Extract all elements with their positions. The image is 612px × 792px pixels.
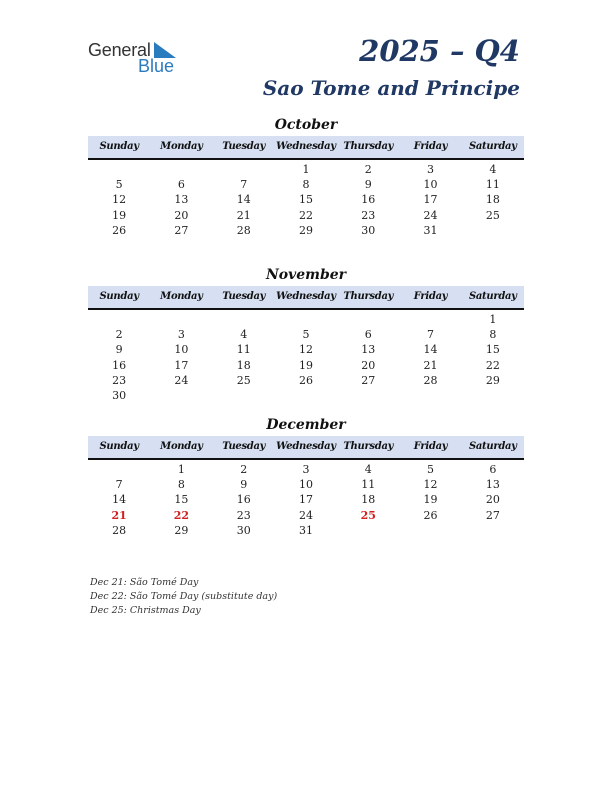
day-cell: 2	[364, 163, 372, 176]
empty-day-cell	[337, 388, 399, 403]
day-cell: 12	[112, 193, 127, 207]
day-cell: 21	[111, 508, 127, 522]
month-october	[88, 116, 524, 238]
day-cell: 7	[427, 328, 435, 342]
empty-day-cell	[275, 388, 337, 403]
day-cell: 11	[485, 178, 500, 192]
day-cell: 14	[236, 193, 251, 207]
weekday-label: Wednesday	[276, 291, 336, 302]
weekday-label: Thursday	[343, 441, 394, 452]
day-cell: 28	[236, 223, 251, 237]
day-cell: 16	[361, 193, 376, 207]
logo-word-general: General	[88, 40, 151, 60]
weekday-label: Saturday	[468, 291, 517, 302]
day-cell: 7	[115, 478, 123, 492]
day-cell: 28	[112, 523, 127, 537]
weekday-label: Friday	[413, 441, 448, 452]
day-cell: 30	[112, 388, 127, 402]
empty-day-cell	[462, 523, 524, 538]
empty-day-cell	[88, 162, 150, 177]
weekday-header	[88, 286, 524, 310]
week-row	[88, 388, 524, 403]
empty-day-cell	[462, 388, 524, 403]
day-cell: 20	[361, 358, 376, 372]
weekday-label: Monday	[160, 141, 203, 152]
empty-day-cell	[150, 162, 212, 177]
day-cell: 24	[174, 373, 189, 387]
day-cell: 18	[361, 493, 376, 507]
day-cell: 2	[240, 463, 248, 476]
weekday-label: Wednesday	[276, 141, 336, 152]
day-cell: 13	[174, 193, 189, 207]
week-row	[88, 373, 524, 388]
day-cell: 9	[240, 478, 248, 492]
day-cell: 29	[298, 223, 313, 237]
weekday-header	[88, 136, 524, 160]
weekday-label: Thursday	[343, 291, 394, 302]
day-cell: 9	[364, 178, 372, 192]
day-cell: 7	[240, 178, 248, 192]
day-cell: 6	[489, 463, 497, 476]
week-row	[88, 177, 524, 192]
weekday-label: Tuesday	[222, 141, 266, 152]
day-cell: 9	[115, 343, 123, 357]
day-cell: 12	[298, 343, 313, 357]
day-cell: 14	[423, 343, 438, 357]
month-title: November	[265, 267, 347, 283]
day-cell: 24	[298, 508, 313, 522]
day-cell: 28	[423, 373, 438, 387]
weekday-label: Sunday	[99, 141, 139, 152]
week-row	[88, 462, 524, 477]
day-cell: 2	[115, 328, 123, 342]
day-cell: 6	[364, 328, 372, 342]
day-cell: 23	[361, 208, 376, 222]
day-cell: 25	[360, 508, 376, 522]
day-cell: 1	[177, 463, 185, 476]
day-cell: 25	[485, 208, 500, 222]
week-row	[88, 192, 524, 207]
weekday-label: Tuesday	[222, 441, 266, 452]
day-cell: 29	[174, 523, 189, 537]
empty-day-cell	[88, 312, 150, 327]
empty-day-cell	[275, 312, 337, 327]
empty-day-cell	[399, 388, 461, 403]
day-cell: 15	[174, 493, 189, 507]
day-cell: 8	[302, 178, 310, 192]
empty-day-cell	[399, 523, 461, 538]
day-cell: 6	[177, 178, 185, 192]
day-cell: 8	[489, 328, 497, 342]
day-cell: 30	[236, 523, 251, 537]
day-cell: 21	[423, 358, 438, 372]
day-cell: 31	[298, 523, 313, 537]
week-row	[88, 208, 524, 223]
week-row	[88, 162, 524, 177]
day-cell: 3	[302, 463, 310, 476]
week-row	[88, 508, 524, 523]
week-row	[88, 312, 524, 327]
day-cell: 19	[298, 358, 313, 372]
day-cell: 18	[485, 193, 500, 207]
weekday-label: Saturday	[468, 141, 517, 152]
day-cell: 16	[236, 493, 251, 507]
weekday-label: Thursday	[343, 141, 394, 152]
day-cell: 20	[174, 208, 189, 222]
holiday-note: Dec 22: São Tomé Day (substitute day)	[90, 590, 278, 602]
weekday-label: Wednesday	[276, 441, 336, 452]
day-cell: 22	[485, 358, 500, 372]
weekday-label: Monday	[160, 291, 203, 302]
week-row	[88, 477, 524, 492]
day-cell: 15	[298, 193, 313, 207]
day-cell: 19	[112, 208, 127, 222]
weekday-header	[88, 436, 524, 460]
month-december	[88, 416, 524, 538]
week-row	[88, 492, 524, 507]
month-grid	[88, 462, 524, 538]
empty-day-cell	[213, 312, 275, 327]
logo-word-blue: Blue	[138, 56, 175, 76]
day-cell: 4	[240, 328, 248, 342]
day-cell: 11	[236, 343, 251, 357]
day-cell: 27	[485, 508, 500, 522]
weekday-label: Monday	[160, 441, 203, 452]
week-row	[88, 342, 524, 357]
page-title: 2025 – Q4	[359, 34, 520, 68]
empty-day-cell	[462, 223, 524, 238]
weekday-label: Sunday	[99, 291, 139, 302]
day-cell: 17	[298, 493, 313, 507]
day-cell: 8	[177, 478, 185, 492]
day-cell: 1	[489, 313, 497, 326]
day-cell: 30	[361, 223, 376, 237]
empty-day-cell	[337, 312, 399, 327]
day-cell: 23	[236, 508, 251, 522]
day-cell: 12	[423, 478, 438, 492]
day-cell: 27	[361, 373, 376, 387]
weekday-label: Friday	[413, 291, 448, 302]
day-cell: 19	[423, 493, 438, 507]
month-grid	[88, 312, 524, 403]
day-cell: 22	[173, 508, 190, 522]
week-row	[88, 523, 524, 538]
week-row	[88, 327, 524, 342]
day-cell: 13	[485, 478, 500, 492]
day-cell: 4	[364, 463, 372, 476]
day-cell: 29	[485, 373, 500, 387]
day-cell: 23	[112, 373, 127, 387]
day-cell: 3	[427, 163, 435, 176]
day-cell: 26	[112, 223, 127, 237]
day-cell: 15	[485, 343, 500, 357]
day-cell: 27	[174, 223, 189, 237]
empty-day-cell	[213, 388, 275, 403]
empty-day-cell	[150, 312, 212, 327]
weekday-label: Saturday	[468, 441, 517, 452]
day-cell: 3	[177, 328, 185, 342]
day-cell: 16	[112, 358, 127, 372]
weekday-label: Tuesday	[222, 291, 266, 302]
day-cell: 5	[302, 328, 310, 342]
day-cell: 17	[423, 193, 438, 207]
empty-day-cell	[399, 312, 461, 327]
day-cell: 17	[174, 358, 189, 372]
weekday-label: Sunday	[99, 441, 139, 452]
day-cell: 22	[298, 208, 313, 222]
day-cell: 14	[112, 493, 127, 507]
day-cell: 26	[423, 508, 438, 522]
day-cell: 4	[489, 163, 497, 176]
empty-day-cell	[88, 462, 150, 477]
empty-day-cell	[337, 523, 399, 538]
day-cell: 21	[236, 208, 251, 222]
month-title: October	[274, 117, 338, 133]
holiday-note: Dec 21: São Tomé Day	[90, 577, 199, 588]
day-cell: 11	[361, 478, 376, 492]
day-cell: 26	[298, 373, 313, 387]
day-cell: 20	[485, 493, 500, 507]
day-cell: 10	[174, 343, 189, 357]
day-cell: 5	[115, 178, 123, 192]
empty-day-cell	[213, 162, 275, 177]
day-cell: 24	[423, 208, 438, 222]
month-grid	[88, 162, 524, 238]
week-row	[88, 358, 524, 373]
holiday-note: Dec 25: Christmas Day	[90, 604, 201, 616]
day-cell: 18	[236, 358, 251, 372]
weekday-label: Friday	[413, 141, 448, 152]
day-cell: 25	[236, 373, 251, 387]
day-cell: 31	[423, 223, 438, 237]
day-cell: 10	[298, 478, 313, 492]
month-title: December	[266, 417, 346, 433]
empty-day-cell	[150, 388, 212, 403]
day-cell: 13	[361, 343, 376, 357]
month-november	[88, 266, 524, 403]
day-cell: 10	[423, 178, 438, 192]
generalblue-logo	[88, 40, 188, 76]
day-cell: 5	[427, 463, 435, 476]
holiday-notes	[90, 576, 277, 617]
week-row	[88, 223, 524, 238]
page-subtitle: Sao Tome and Principe	[262, 76, 520, 100]
day-cell: 1	[302, 163, 310, 176]
